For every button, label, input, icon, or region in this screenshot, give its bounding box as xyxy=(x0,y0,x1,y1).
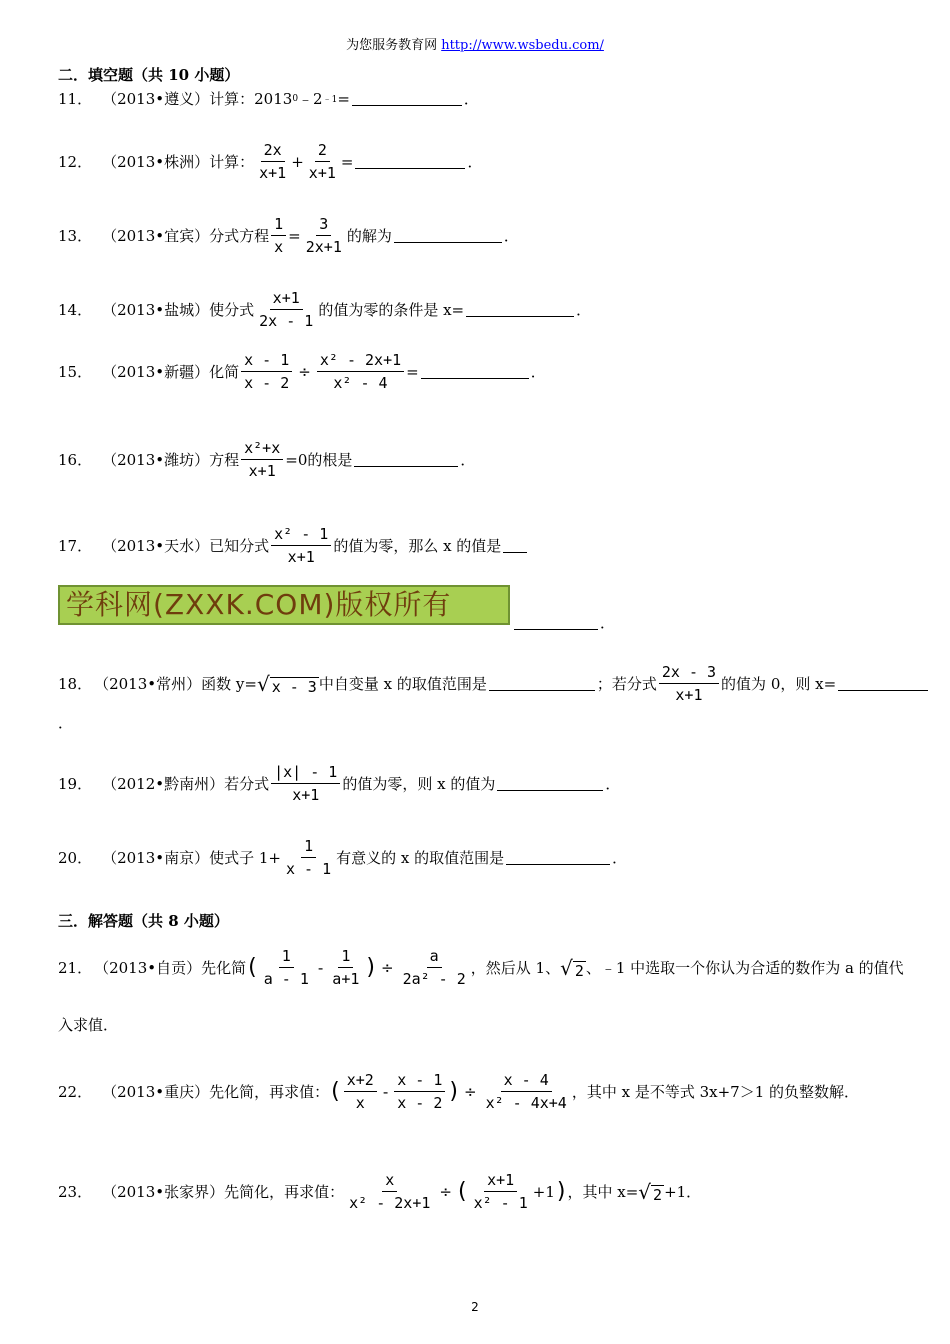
fraction: $\frac{2x}{x+1}$ xyxy=(259,141,287,182)
answer-blank xyxy=(354,452,458,467)
fraction: $\frac{\text{x² - 2x+1}}{\text{x² - 4}}$ xyxy=(317,350,404,393)
question-14: 14． （2013•盐城）使分式 $\frac{x+1}{2x - 1}$ 的值为零的条件是 x= ． xyxy=(58,289,592,330)
fraction: $\frac{x+2}{x}$ xyxy=(344,1070,377,1113)
question-15: 15． （2013•新疆）化简 $\frac{x - 1}{x - 2}$ ÷ $\frac{\text{x² - 2x+1}}{\text{x² - 4}}$ = ． xyxy=(58,351,546,392)
fraction: $\frac{2}{x+1}$ xyxy=(308,141,336,182)
answer-blank xyxy=(352,91,462,106)
question-18-end: ． xyxy=(58,714,74,732)
question-23: 23． （2013•张家界）先简化，再求值： $\frac{x}{\text{x² - 2x+1}}$ ÷ ( $\frac{x+1}{\text{x² - 1}}$ +1 ) ，其中 x= √ 2 +1． xyxy=(58,1171,702,1212)
fraction: $\frac{a}{\text{2a² - 2}}$ xyxy=(402,947,466,988)
answer-blank xyxy=(394,228,502,243)
answer-blank xyxy=(506,850,610,865)
answer-blank xyxy=(514,615,598,630)
answer-blank xyxy=(497,776,603,791)
question-11: 11． （2013•遵义）计算： 2013 0 ﹣2 ﹣1 = ． xyxy=(58,89,479,108)
answer-blank xyxy=(355,154,465,169)
question-12: 12． （2013•株洲）计算： $\frac{2x}{x+1}$ + $\frac{2}{x+1}$ = ． xyxy=(58,141,483,182)
fraction: $\frac{x - 1}{x - 2}$ xyxy=(241,350,292,393)
section-title-solve: 三．解答题（共 8 小题） xyxy=(58,912,229,930)
fraction: $\frac{x - 4}{\text{x² - 4x+4}}$ xyxy=(485,1071,567,1112)
section-title-fill-in: 二．填空题（共 10 小题） xyxy=(58,66,240,84)
square-root: √ x - 3 xyxy=(256,671,317,696)
fraction: $\frac{1}{x - 1}$ xyxy=(286,837,332,878)
fraction: $\frac{\text{x²+x}}{x+1}$ xyxy=(241,438,283,481)
page-header: 为您服务教育网 http://www.wsbedu.com/ xyxy=(346,38,604,53)
square-root: √ 2 xyxy=(638,1179,663,1204)
question-20: 20． （2013•南京）使式子 1+ $\frac{1}{x - 1}$ 有意义的 x 的取值范围是 ． xyxy=(58,837,628,878)
fraction: $\frac{1}{a+1}$ xyxy=(332,947,360,988)
answer-blank xyxy=(503,538,527,553)
question-17: 17． （2013•天水）已知分式 $\frac{\text{x² - 1}}{x+1}$ 的值为零，那么 x 的值是 xyxy=(58,524,529,567)
fraction: $\frac{1}{a - 1}$ xyxy=(263,947,309,988)
question-22: 22． （2013•重庆）先化简，再求值： ( $\frac{x+2}{x}$ - $\frac{x - 1}{x - 2}$ ) ÷ $\frac{x - 4}{\text{x² - 4x+4}}$ ，其中 x 是不等式 3x+7＞1 的负整数解． xyxy=(58,1071,860,1112)
fraction: $\frac{x+1}{2x - 1}$ xyxy=(259,289,314,330)
fraction: $\frac{|x| - 1}{x+1}$ xyxy=(271,762,340,805)
question-13: 13． （2013•宜宾）分式方程 $\frac{1}{x}$ = $\frac{3}{2x+1}$ 的解为 ． xyxy=(58,215,519,256)
fraction: $\frac{x+1}{\text{x² - 1}}$ xyxy=(473,1171,528,1212)
fraction: $\frac{1}{x}$ xyxy=(271,214,286,257)
answer-blank xyxy=(466,302,574,317)
answer-blank xyxy=(838,676,928,691)
question-16: 16． （2013•潍坊）方程 $\frac{\text{x²+x}}{x+1}$ =0的根是 ． xyxy=(58,439,476,480)
fraction: $\frac{x - 1}{x - 2}$ xyxy=(394,1070,445,1113)
question-17-continued: ． xyxy=(512,612,615,633)
page-number: 2 xyxy=(471,1300,479,1314)
fraction: $\frac{\text{x² - 1}}{x+1}$ xyxy=(271,524,331,567)
question-21-line2: 入求值． xyxy=(58,1016,119,1034)
header-link[interactable]: http://www.wsbedu.com/ xyxy=(441,38,604,53)
question-19: 19． （2012•黔南州）若分式 $\frac{|x| - 1}{x+1}$ 的值为零，则 x 的值为 ． xyxy=(58,763,621,804)
square-root: √ 2 xyxy=(560,955,584,980)
fraction: $\frac{x}{\text{x² - 2x+1}}$ xyxy=(349,1171,431,1212)
question-21: 21． （2013•自贡）先化简 ( $\frac{1}{a - 1}$ - $\frac{1}{a+1}$ ) ÷ $\frac{a}{\text{2a² - 2}}$ ，然后从 1、 √ 2 、﹣1 中选取一个你认为合适的数作为 a 的值代 xyxy=(58,947,904,988)
question-18: 18． （2013•常州）函数 y= √ x - 3 中自变量 x 的取值范围是 ；若分式 $\frac{2x - 3}{x+1}$ 的值为 0，则 x= xyxy=(58,662,930,705)
watermark-banner: 学科网(ZXXK.COM)版权所有 xyxy=(58,585,510,625)
answer-blank xyxy=(421,364,529,379)
answer-blank xyxy=(489,676,595,691)
fraction: $\frac{2x - 3}{x+1}$ xyxy=(659,662,719,705)
fraction: $\frac{3}{2x+1}$ xyxy=(305,215,342,256)
